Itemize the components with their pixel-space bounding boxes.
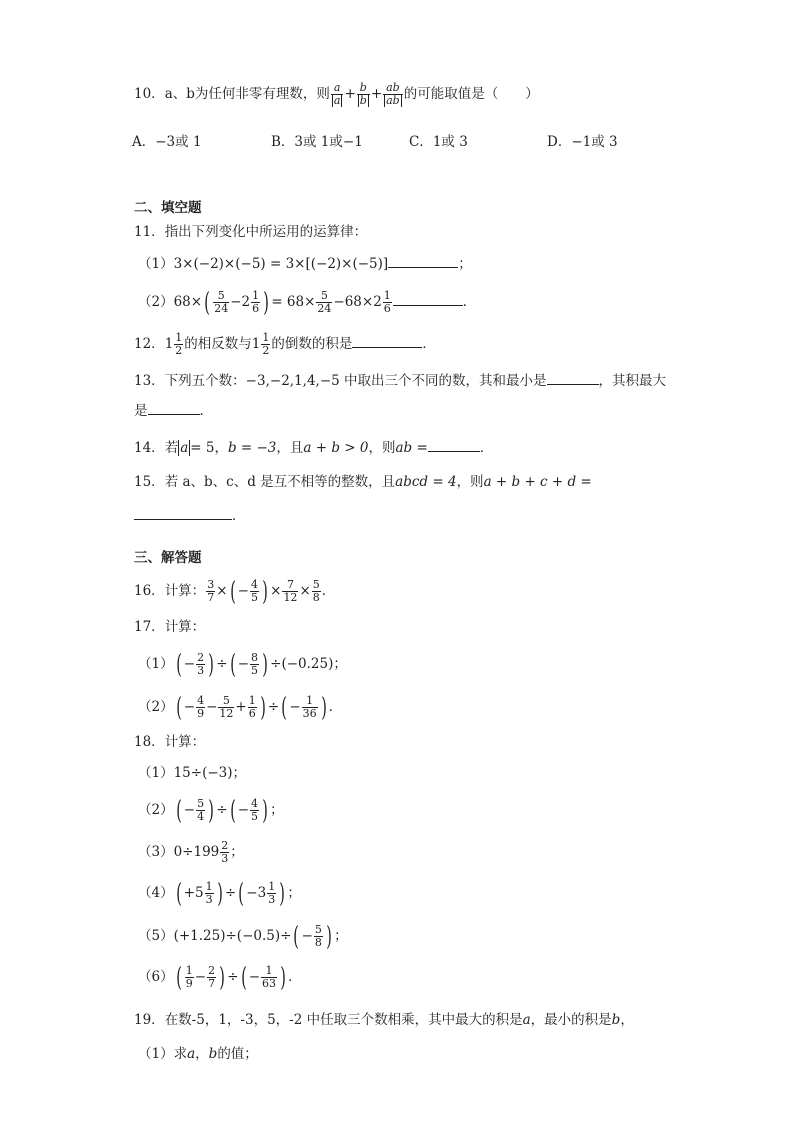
q10-tail: 的可能取值是（ ） <box>403 86 539 102</box>
question-18-3: （3）0÷199 $\frac{2}{3}$ ； <box>138 839 244 865</box>
question-18-5: （5）(+1.25)÷(−0.5)÷( − $\frac{5}{8}$ ) ； <box>138 921 348 952</box>
q10-number: 10． <box>134 86 165 102</box>
q10-frac-a: $\frac{a}{a}$ <box>331 82 344 107</box>
q10-frac-ab: $\frac{ab}{ab}$ <box>383 82 403 107</box>
q10-option-a: A．−3或 1 <box>132 134 202 150</box>
answer-blank[interactable] <box>547 370 599 385</box>
answer-blank[interactable] <box>388 253 458 268</box>
question-15: 15．若 a、b、c、d 是互不相等的整数，且abcd = 4，则a + b + c + d = <box>134 474 592 490</box>
question-11-1: （1）3×(−2)×(−5) = 3×[(−2)×(−5)] ； <box>138 253 472 274</box>
question-19-1: （1）求a，b的值； <box>138 1046 258 1062</box>
question-18-2: （2）( − $\frac{5}{4}$ ) ÷( − $\frac{4}{5}$ ) ； <box>138 795 284 826</box>
question-18-6: （6）( $\frac{1}{9}$ − $\frac{2}{7}$ ) ÷( − $\frac{1}{63}$ ) ． <box>138 962 302 993</box>
q10-frac-b: $\frac{b}{b}$ <box>357 82 370 107</box>
question-18-4: （4）( +5 $\frac{1}{3}$ ) ÷( −3 $\frac{1}{3}$ ) ； <box>138 878 301 909</box>
question-17-1: （1）( − $\frac{2}{3}$ ) ÷( − $\frac{8}{5}$ ) ÷(−0.25)； <box>138 649 347 680</box>
question-17-2: （2）( − $\frac{4}{9}$ − $\frac{5}{12}$ + $\frac{1}{6}$ ) ÷( − $\frac{1}{36}$ ) ． <box>138 692 343 723</box>
question-14: 14．若 a = 5，b = −3，且a + b > 0，则ab = ． <box>134 437 493 458</box>
answer-blank[interactable] <box>134 505 232 520</box>
question-19: 19．在数-5，1，-3，5，-2 中任取三个数相乘，其中最大的积是a，最小的积是b， <box>134 1012 634 1028</box>
answer-blank[interactable] <box>428 437 480 452</box>
q10-text: a、b为任何非零有理数，则 <box>164 86 330 102</box>
question-11-2: （2）68×( $\frac{5}{24}$ −2 $\frac{1}{6}$ ) = 68× $\frac{5}{24}$ −68×2 $\frac{1}{6}$ ． <box>138 287 477 318</box>
question-10: 10．a、b为任何非零有理数，则 $\frac{a}{a}$ + $\frac{b}{b}$ + $\frac{ab}{ab}$ 的可能取值是（ ） <box>134 81 539 107</box>
question-12: 12．1 $\frac{1}{2}$ 的相反数与1 $\frac{1}{2}$ 的倒数的积是 ． <box>134 331 436 357</box>
q10-option-d: D．−1或 3 <box>547 134 618 150</box>
answer-blank[interactable] <box>148 400 200 415</box>
answer-blank[interactable] <box>393 291 463 306</box>
question-13-line2: 是 ． <box>134 400 213 421</box>
question-17: 17．计算： <box>134 619 206 635</box>
answer-blank[interactable] <box>352 333 422 348</box>
question-11: 11．指出下列变化中所运用的运算律： <box>134 224 368 240</box>
question-18-1: （1）15÷(−3)； <box>138 765 247 781</box>
question-13: 13．下列五个数：−3,−2,1,4,−5 中取出三个不同的数，其和最小是 ，其积最大 <box>134 370 666 391</box>
q10-option-b: B．3或 1或−1 <box>271 134 363 150</box>
q10-option-c: C．1或 3 <box>409 134 468 150</box>
section-solve-heading: 三、解答题 <box>134 550 202 566</box>
section-fill-in-heading: 二、填空题 <box>134 200 202 216</box>
question-18: 18．计算： <box>134 734 206 750</box>
question-16: 16．计算： $\frac{3}{7}$ ×( − $\frac{4}{5}$ ) × $\frac{7}{12}$ × $\frac{5}{8}$ ． <box>134 576 336 607</box>
question-15-line2: ． <box>134 505 246 526</box>
